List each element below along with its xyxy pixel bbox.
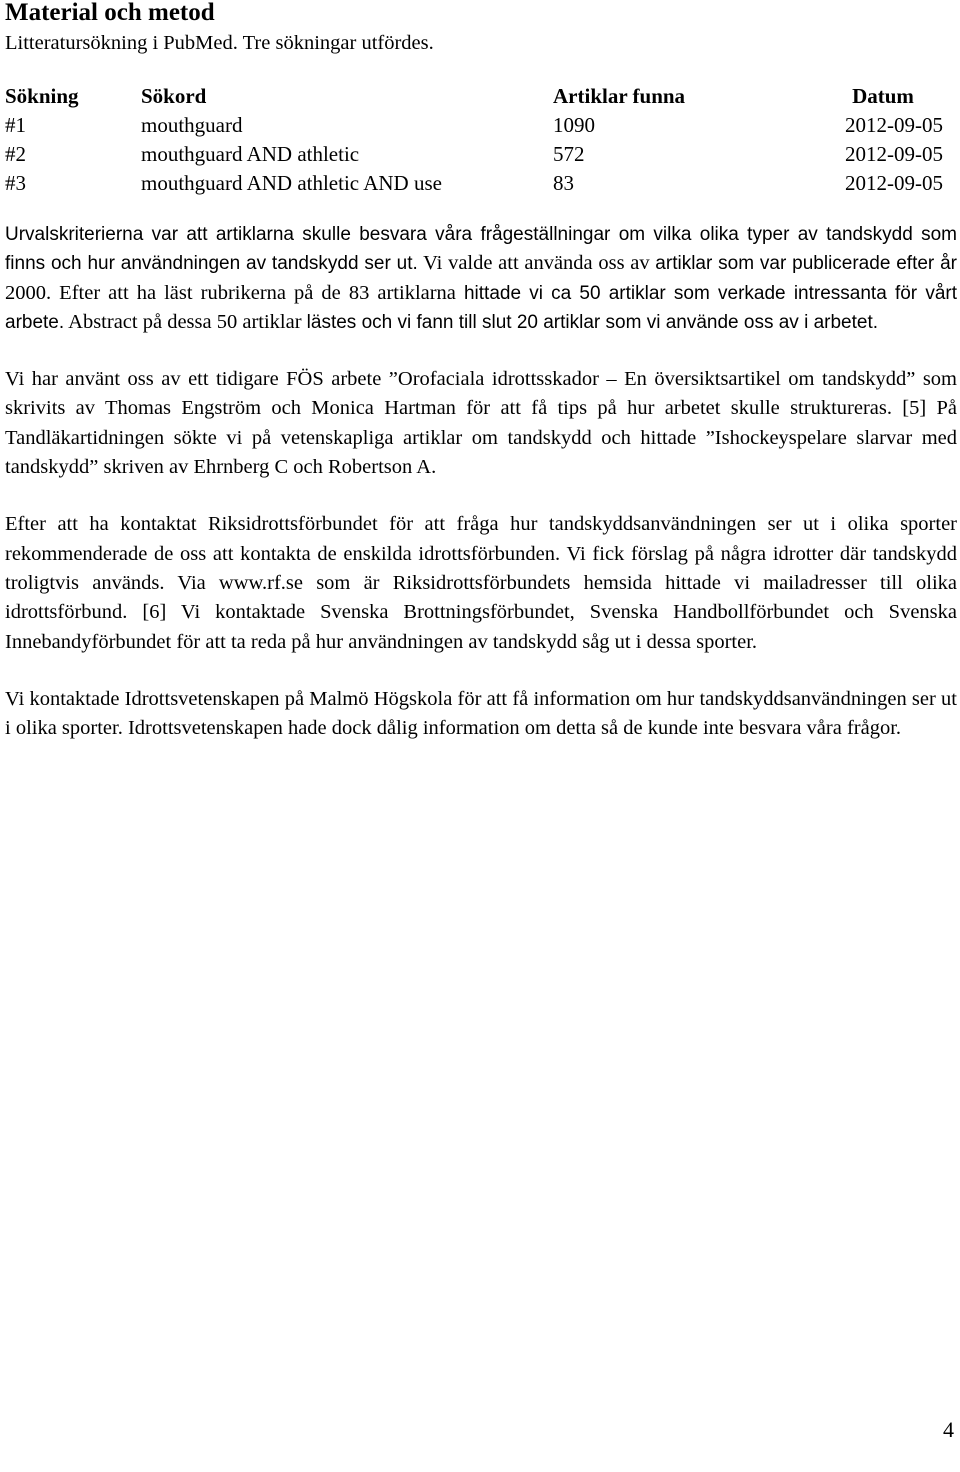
cell-search: #2 <box>5 142 26 166</box>
cell-found: 1090 <box>553 113 595 137</box>
paragraph-segment: Vi valde att använda oss av <box>417 252 656 275</box>
table-row <box>5 140 943 169</box>
section-heading: Material och metod <box>5 0 215 26</box>
cell-term: mouthguard <box>141 113 243 137</box>
paragraph-segment: Abstract på dessa 50 artiklar <box>64 310 307 333</box>
document-page <box>5 0 958 743</box>
cell-term: mouthguard AND athletic AND use <box>141 171 442 195</box>
paragraph-segment: artiklar som var publicerade efter år <box>655 253 957 275</box>
cell-search: #3 <box>5 171 26 195</box>
paragraph-sports-science: Vi kontaktade Idrottsvetenskapen på Malmö Högskola för att få information om hur tandskyddsanvändningen ser ut i olika sporter. Idrottsvetenskapen hade dock dålig information om detta så de kunde inte besvara våra frågor. <box>5 687 957 740</box>
header-found: Artiklar funna <box>553 84 686 108</box>
page-number: 4 <box>943 1417 954 1442</box>
paragraph-segment: 2000. Efter att ha läst rubrikerna på de 83 artiklarna <box>5 281 464 304</box>
table-row <box>5 111 943 140</box>
paragraph-segment: hittade vi ca 50 artiklar som verkade intressanta för vårt arbete. <box>5 282 958 333</box>
cell-found: 83 <box>553 171 574 195</box>
intro-text: Litteratursökning i PubMed. Tre sökningar utfördes. <box>5 32 434 54</box>
table-row <box>5 169 943 198</box>
cell-date: 2012-09-05 <box>845 113 943 137</box>
header-date: Datum <box>852 84 914 108</box>
header-term: Sökord <box>141 84 207 108</box>
search-results-table <box>5 82 943 198</box>
header-search: Sökning <box>5 84 79 108</box>
paragraph-segment: lästes och vi fann till slut 20 artiklar som vi använde oss av i arbetet. <box>306 311 878 333</box>
cell-date: 2012-09-05 <box>845 142 943 166</box>
cell-date: 2012-09-05 <box>845 171 943 195</box>
paragraph-previous-work: Vi har använt oss av ett tidigare FÖS arbete ”Orofaciala idrottsskador – En översiktsartikel om tandskydd” som skrivits av Thomas Engström och Monica Hartman för att få tips på hur arbetet skulle struktureras. [5] På Tandläkartidningen sökte vi på vetenskapliga artiklar om tandskydd och hittade ”Ishockeyspelare slarvar med tandskydd” skriven av Ehrnberg C och Robertson A. <box>5 368 957 479</box>
cell-term: mouthguard AND athletic <box>141 142 360 166</box>
paragraph-segment: Urvalskriterierna var att artiklarna skulle besvara våra frågeställningar om vilka olika typer av tandskydd som finns och hur användningen av tandskydd ser ut. <box>5 224 957 275</box>
paragraph-sports-federations: Efter att ha kontaktat Riksidrottsförbundet för att fråga hur tandskyddsanvändningen ser ut i olika sporter rekommenderade de oss att kontakta de enskilda idrottsförbunden. Vi fick förslag på några idrotter där tandskydd troligtvis används. Via www.rf.se som är Riksidrottsförbundets hemsida hittade vi mailadresser till olika idrottsförbund. [6] Vi kontaktade Svenska Brottningsförbundet, Svenska Handbollförbundet och Svenska Innebandyförbundet för att ta reda på hur användningen av tandskydd såg ut i dessa sporter. <box>5 513 957 653</box>
cell-found: 572 <box>553 142 585 166</box>
table-header-row <box>5 82 943 111</box>
paragraph-selection-criteria <box>5 220 957 337</box>
cell-search: #1 <box>5 113 26 137</box>
